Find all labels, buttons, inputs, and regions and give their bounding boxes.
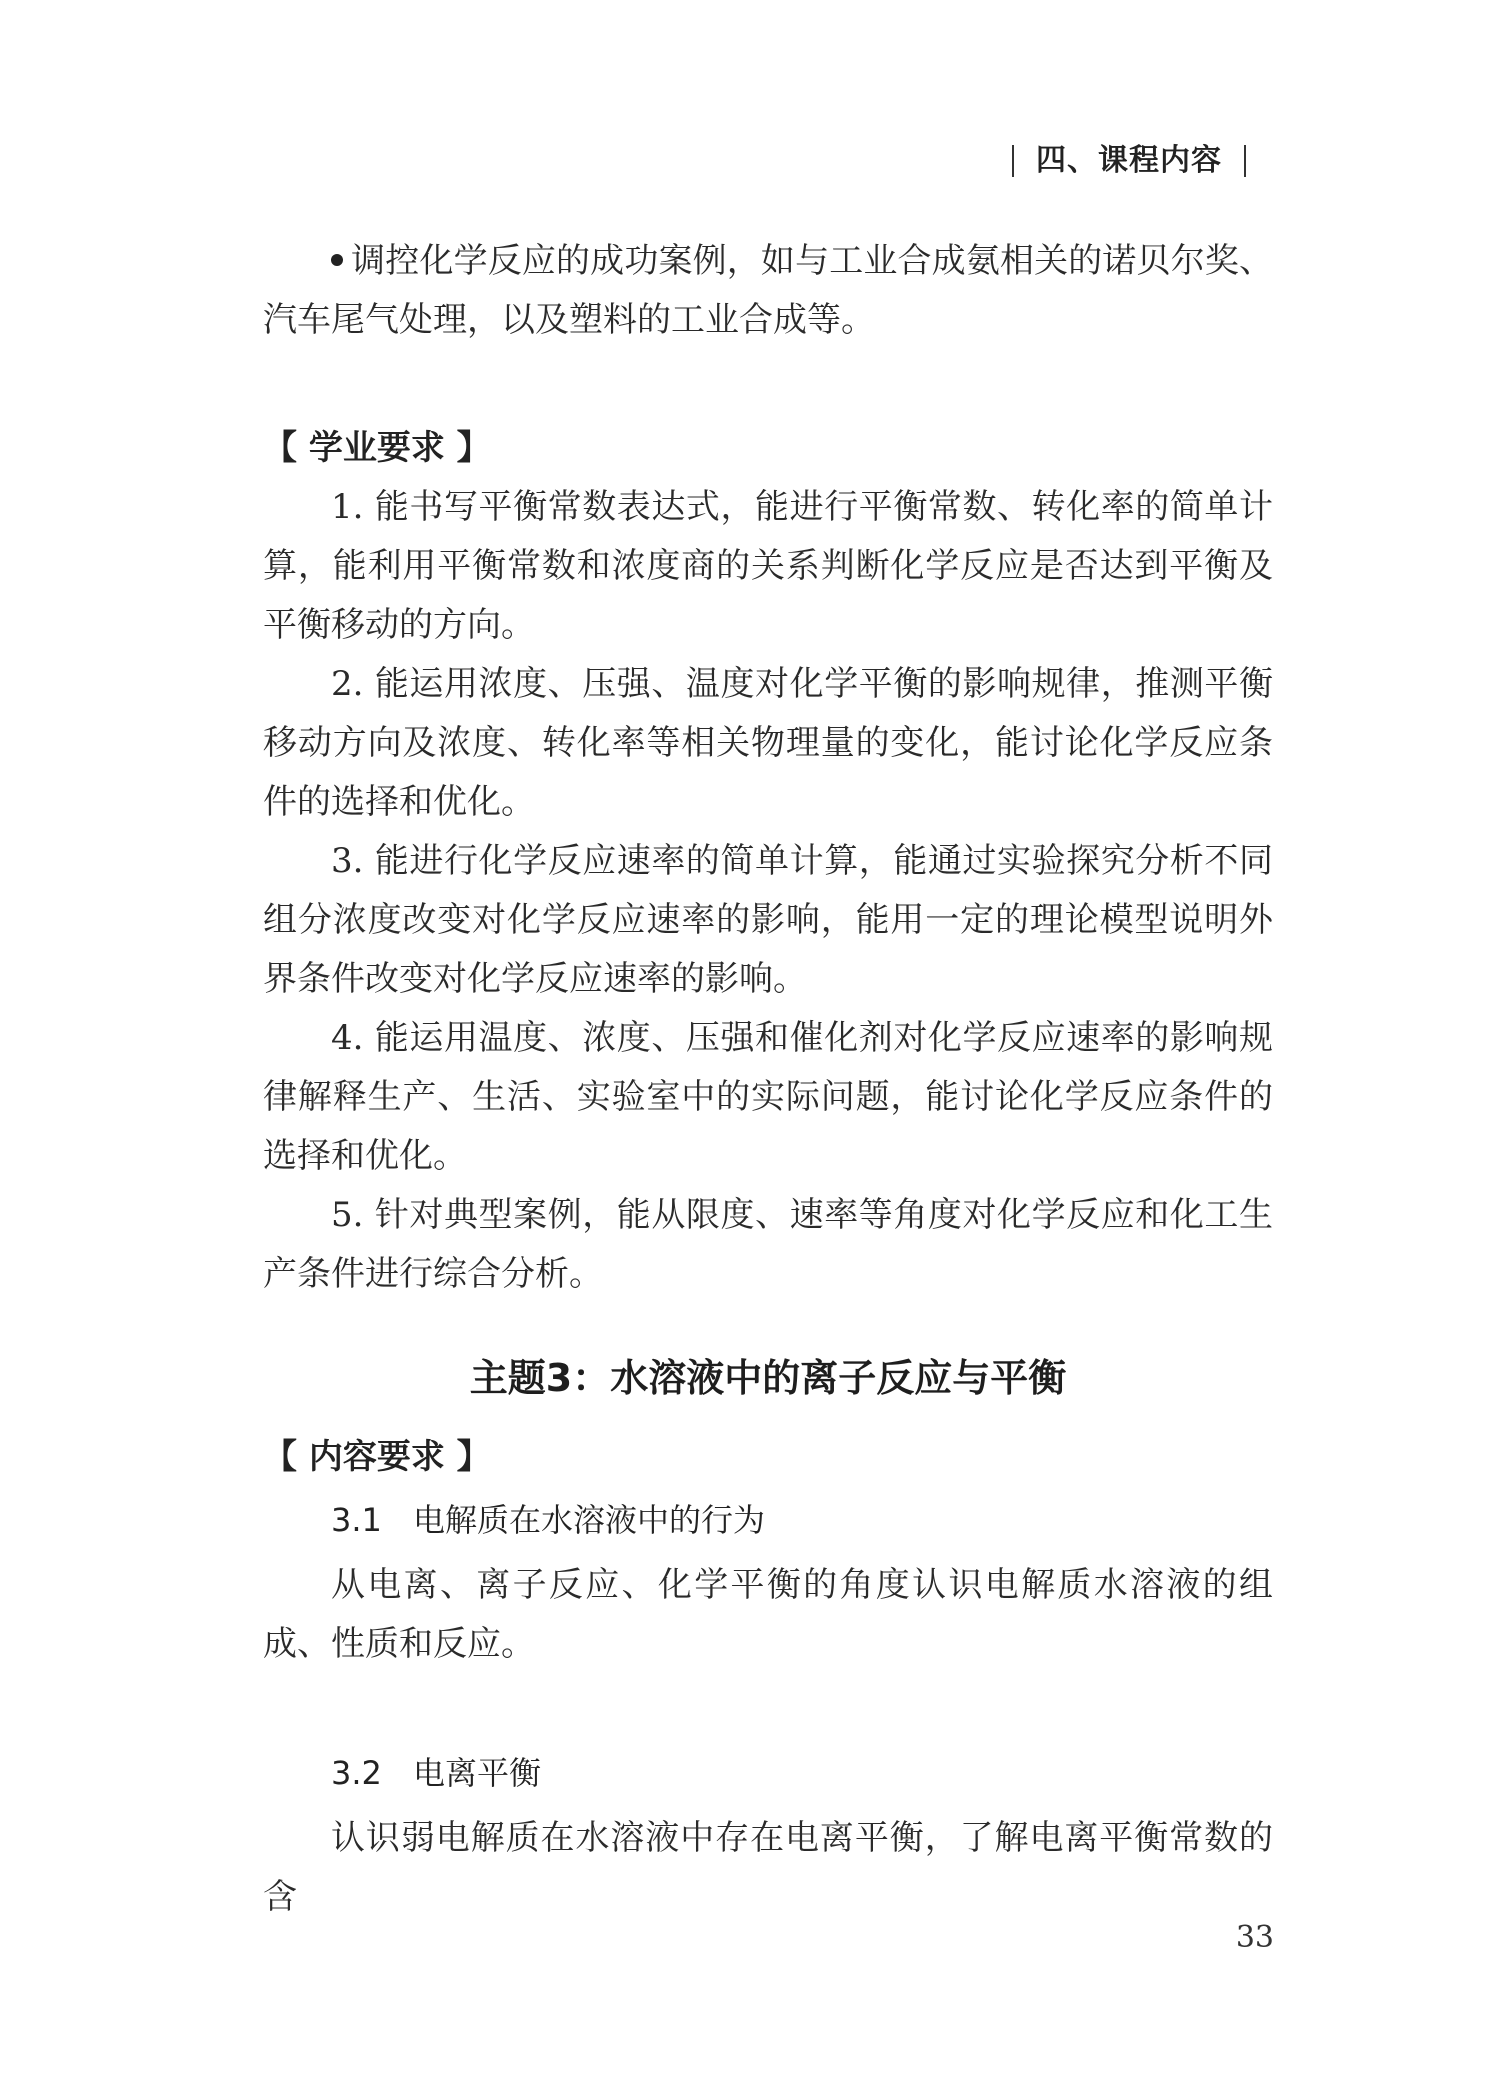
bullet-text: 调控化学反应的成功案例，如与工业合成氨相关的诺贝尔奖、汽车尾气处理，以及塑料的工业合成等。: [263, 241, 1273, 340]
section-text-3-2: 认识弱电解质在水溶液中存在电离平衡，了解电离平衡常数的含: [263, 1818, 1273, 1917]
academic-requirements-heading: 【 学业要求 】: [263, 428, 491, 468]
header-left-bar: [1012, 145, 1014, 177]
theme-title: 主题3：水溶液中的离子反应与平衡: [469, 1356, 1067, 1400]
section-heading-3-2: [263, 1744, 1273, 1803]
section-title: 电解质在水溶液中的行为: [413, 1501, 766, 1539]
content-requirements-heading: 【 内容要求 】: [263, 1437, 491, 1477]
section-title: 电离平衡: [413, 1754, 542, 1792]
requirement-item-4: 4. 能运用温度、浓度、压强和催化剂对化学反应速率的影响规律解释生产、生活、实验室中的实际问题，能讨论化学反应条件的选择和优化。: [263, 1018, 1273, 1176]
bullet-item: [263, 232, 1273, 350]
requirement-item-3: 3. 能进行化学反应速率的简单计算，能通过实验探究分析不同组分浓度改变对化学反应速率的影响，能用一定的理论模型说明外界条件改变对化学反应速率的影响。: [263, 841, 1273, 999]
page-number: 33: [1235, 1920, 1274, 1955]
requirement-item-2: 2. 能运用浓度、压强、温度对化学平衡的影响规律，推测平衡移动方向及浓度、转化率等相关物理量的变化，能讨论化学反应条件的选择和优化。: [263, 664, 1273, 822]
requirement-item-1: 1. 能书写平衡常数表达式，能进行平衡常数、转化率的简单计算，能利用平衡常数和浓度商的关系判断化学反应是否达到平衡及平衡移动的方向。: [263, 487, 1273, 645]
header-right-bar: [1244, 145, 1246, 177]
header-section-title: 四、课程内容: [1036, 143, 1222, 178]
bullet-dot-icon: [331, 254, 343, 266]
section-number: 3.1: [331, 1501, 382, 1539]
page-content: [263, 232, 1273, 1927]
running-header: [990, 140, 1268, 181]
section-heading-3-1: [263, 1491, 1273, 1550]
requirement-item-5: 5. 针对典型案例，能从限度、速率等角度对化学反应和化工生产条件进行综合分析。: [263, 1195, 1273, 1294]
section-text-3-1: 从电离、离子反应、化学平衡的角度认识电解质水溶液的组成、性质和反应。: [263, 1565, 1273, 1664]
section-number: 3.2: [331, 1754, 382, 1792]
